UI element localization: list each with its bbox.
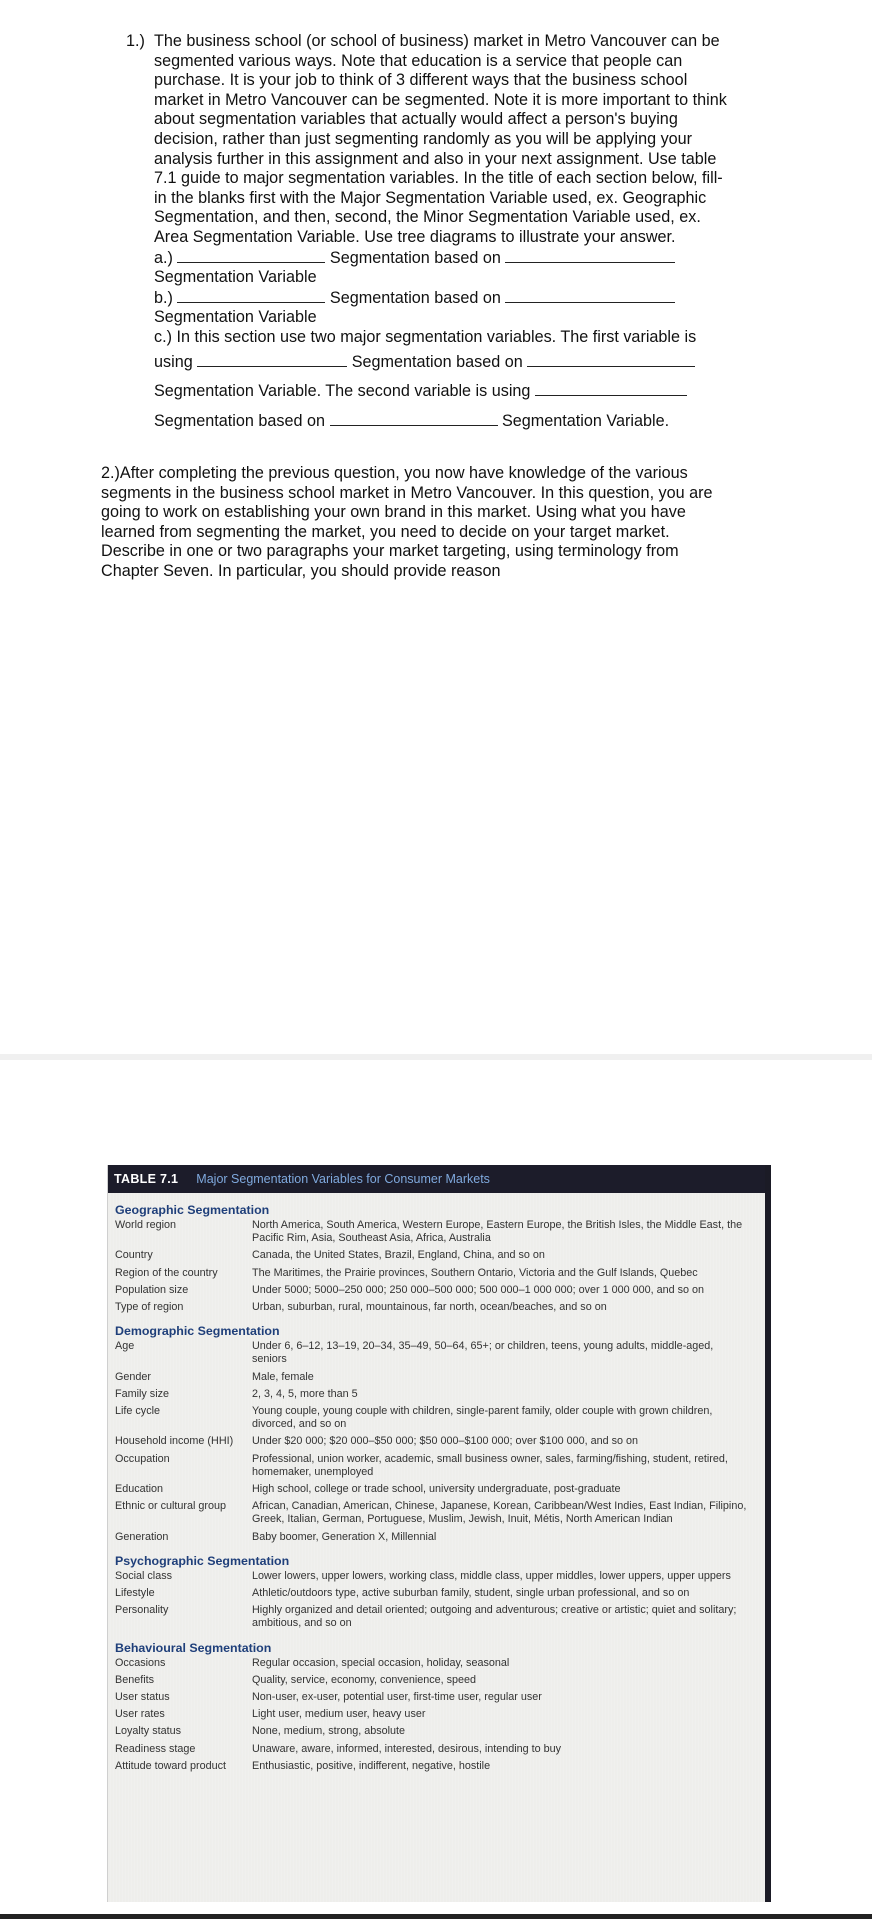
row-variable: Occasions — [115, 1656, 166, 1669]
question-1 — [126, 32, 766, 436]
q1-line: Area Segmentation Variable. Use tree diagrams to illustrate your answer. — [154, 227, 676, 246]
row-variable: Type of region — [115, 1301, 184, 1314]
table-row — [115, 1483, 765, 1496]
q2-line: learned from segmenting the market, you need to decide on your target market. — [101, 522, 670, 541]
row-variable: Generation — [115, 1530, 169, 1543]
table-row — [115, 1760, 765, 1773]
row-variable: Lifestyle — [115, 1587, 155, 1600]
part-a-major-blank[interactable] — [177, 248, 325, 263]
row-variable: Population size — [115, 1283, 189, 1296]
row-variable: Ethnic or cultural group — [115, 1500, 227, 1513]
table-row — [115, 1267, 765, 1280]
row-values: Lower lowers, upper lowers, working class, middle class, upper middles, lower uppers, upper uppers — [252, 1569, 731, 1582]
row-values: The Maritimes, the Prairie provinces, Southern Ontario, Victoria and the Gulf Islands, Quebec — [252, 1266, 698, 1279]
table-row — [115, 1725, 765, 1738]
part-a-minor-blank[interactable] — [505, 248, 675, 263]
q1-line: decision, rather than just segmenting randomly as you will be applying your — [154, 129, 693, 148]
part-c-line-2 — [154, 377, 766, 407]
part-b-minor-blank[interactable] — [505, 288, 675, 303]
section-title: Geographic Segmentation — [115, 1203, 270, 1217]
row-values: None, medium, strong, absolute — [252, 1725, 406, 1738]
part-b-based-on: Segmentation based on — [329, 288, 501, 307]
part-b-major-blank[interactable] — [177, 288, 325, 303]
table-section — [115, 1641, 765, 1773]
bottom-edge — [0, 1914, 872, 1919]
row-values: Under $20 000; $20 000–$50 000; $50 000–$100 000; over $100 000, and so on — [252, 1435, 639, 1448]
row-values: Enthusiastic, positive, indifferent, negative, hostile — [252, 1759, 491, 1772]
part-c-seg-variable: Segmentation Variable. — [502, 411, 670, 430]
row-variable: World region — [115, 1219, 177, 1231]
row-values: Baby boomer, Generation X, Millennial — [252, 1530, 437, 1543]
table-row — [115, 1435, 765, 1448]
q2-line: Describe in one or two paragraphs your market targeting, using terminology from — [101, 542, 679, 561]
question-2 — [101, 464, 771, 582]
row-variable: Loyalty status — [115, 1725, 182, 1738]
table-row — [115, 1249, 765, 1262]
part-b-label: b.) — [154, 288, 173, 307]
row-variable: Personality — [115, 1604, 169, 1617]
part-a-line — [154, 248, 766, 269]
q1-line: about segmentation variables that actually would affect a person's buying — [154, 110, 678, 129]
part-c-line-1 — [154, 348, 766, 378]
part-a-based-on: Segmentation based on — [329, 248, 501, 267]
table-row — [115, 1604, 765, 1630]
q2-line: 2.)After completing the previous question, you now have knowledge of the various — [101, 464, 688, 482]
part-c-intro: c.) In this section use two major segmentation variables. The first variable is — [154, 327, 697, 346]
q1-line: The business school (or school of business) market in Metro Vancouver can be — [154, 32, 720, 50]
table-row — [115, 1708, 765, 1721]
table-row — [115, 1674, 765, 1687]
row-variable: Occupation — [115, 1452, 170, 1465]
row-values: Male, female — [252, 1370, 314, 1383]
table-section — [115, 1324, 765, 1544]
q1-line: in the blanks first with the Major Segmentation Variable used, ex. Geographic — [154, 188, 707, 207]
part-b-line — [154, 288, 766, 309]
table-header — [108, 1165, 765, 1193]
table-row — [115, 1371, 765, 1384]
question-1-body — [154, 32, 766, 436]
table-section — [115, 1554, 765, 1631]
row-variable: Life cycle — [115, 1405, 161, 1418]
table-row — [115, 1284, 765, 1297]
row-values: Highly organized and detail oriented; outgoing and adventurous; creative or artistic; quiet and solitary; ambitious, and so on — [252, 1604, 737, 1630]
row-values: Under 5000; 5000–250 000; 250 000–500 000; 500 000–1 000 000; over 1 000 000, and so on — [252, 1283, 705, 1296]
part-c-based-on-2: Segmentation based on — [154, 411, 325, 430]
table-row — [115, 1340, 765, 1366]
row-variable: Gender — [115, 1370, 152, 1383]
row-values: Under 6, 6–12, 13–19, 20–34, 35–49, 50–64, 65+; or children, teens, young adults, middle-aged, seniors — [252, 1340, 714, 1366]
row-values: Canada, the United States, Brazil, England, China, and so on — [252, 1249, 545, 1262]
part-c-line-3 — [154, 407, 766, 437]
row-values: Athletic/outdoors type, active suburban family, student, single urban professional, and so on — [252, 1587, 690, 1600]
row-values: Unaware, aware, informed, interested, desirous, intending to buy — [252, 1742, 562, 1755]
q2-line: Chapter Seven. In particular, you should provide reason — [101, 561, 501, 580]
row-values: Light user, medium user, heavy user — [252, 1708, 426, 1721]
row-variable: Age — [115, 1340, 135, 1353]
table-title: Major Segmentation Variables for Consumer Markets — [196, 1172, 490, 1186]
row-variable: Household income (HHI) — [115, 1435, 234, 1448]
row-values: 2, 3, 4, 5, more than 5 — [252, 1387, 358, 1400]
row-values: High school, college or trade school, university undergraduate, post-graduate — [252, 1483, 621, 1496]
row-values: Professional, union worker, academic, small business owner, sales, farming/fishing, student, retired, homemaker, unemployed — [252, 1452, 728, 1478]
q1-line: Segmentation, and then, second, the Minor Segmentation Variable used, ex. — [154, 208, 701, 227]
segmentation-table — [107, 1165, 771, 1902]
part-a-seg-variable: Segmentation Variable — [154, 268, 317, 287]
q2-line: segments in the business school market in Metro Vancouver. In this question, you are — [101, 483, 713, 502]
q1-line: analysis further in this assignment and also in your next assignment. Use table — [154, 149, 717, 168]
q1-line: purchase. It is your job to think of 3 different ways that the business school — [154, 71, 688, 90]
table-row — [115, 1657, 765, 1670]
table-row — [115, 1500, 765, 1526]
table-body — [108, 1203, 765, 1773]
q2-line: going to work on establishing your own brand in this market. Using what you have — [101, 503, 686, 522]
section-title: Behavioural Segmentation — [115, 1640, 272, 1655]
row-values: African, Canadian, American, Chinese, Japanese, Korean, Caribbean/West Indies, East Indian, Filipino, Greek, Italian, German, Portuguese, Muslim, Jewish, Inuit, Métis, North American Indian — [252, 1500, 747, 1526]
table-row — [115, 1405, 765, 1431]
q1-line: 7.1 guide to major segmentation variables. In the title of each section below, fill- — [154, 169, 723, 188]
table-label: TABLE 7.1 — [114, 1172, 179, 1186]
part-c-based-on-1: Segmentation based on — [351, 352, 523, 371]
q1-line: market in Metro Vancouver can be segmented. Note it is more important to think — [154, 90, 727, 109]
section-title: Psychographic Segmentation — [115, 1553, 290, 1568]
table-row — [115, 1219, 765, 1245]
row-values: North America, South America, Western Europe, Eastern Europe, the British Isles, the Middle East, the Pacific Rim, Asia, Southeast Asia, Africa, Australia — [252, 1219, 743, 1245]
part-c-second-text: Segmentation Variable. The second variable is using — [154, 382, 531, 400]
row-variable: Education — [115, 1483, 164, 1496]
row-variable: Region of the country — [115, 1266, 218, 1279]
table-row — [115, 1570, 765, 1583]
part-c-first-minor-blank[interactable] — [527, 352, 695, 367]
q1-line: segmented various ways. Note that education is a service that people can — [154, 51, 683, 70]
table-row — [115, 1531, 765, 1544]
row-variable: Social class — [115, 1569, 173, 1582]
section-title: Demographic Segmentation — [115, 1324, 280, 1339]
table-row — [115, 1453, 765, 1479]
part-b-seg-variable: Segmentation Variable — [154, 308, 317, 327]
part-c-using: using — [154, 352, 193, 371]
table-row — [115, 1743, 765, 1756]
part-c-first-major-blank[interactable] — [197, 352, 347, 367]
question-1-number: 1.) — [126, 32, 145, 50]
table-row — [115, 1587, 765, 1600]
part-c-second-minor-blank[interactable] — [330, 411, 498, 426]
row-variable: Readiness stage — [115, 1742, 196, 1755]
row-variable: User status — [115, 1691, 170, 1704]
row-values: Regular occasion, special occasion, holiday, seasonal — [252, 1656, 510, 1669]
row-values: Quality, service, economy, convenience, speed — [252, 1673, 477, 1686]
table-row — [115, 1691, 765, 1704]
row-variable: Country — [115, 1249, 153, 1262]
table-row — [115, 1301, 765, 1314]
row-variable: Attitude toward product — [115, 1759, 227, 1772]
row-variable: Family size — [115, 1387, 169, 1400]
part-c-second-major-blank[interactable] — [535, 381, 687, 396]
table-section — [115, 1203, 765, 1314]
row-values: Urban, suburban, rural, mountainous, far north, ocean/beaches, and so on — [252, 1301, 607, 1314]
row-values: Non-user, ex-user, potential user, first-time user, regular user — [252, 1691, 542, 1704]
row-variable: Benefits — [115, 1673, 155, 1686]
row-variable: User rates — [115, 1708, 165, 1721]
table-row — [115, 1388, 765, 1401]
part-a-label: a.) — [154, 248, 173, 267]
row-values: Young couple, young couple with children, single-parent family, older couple with grown children, divorced, and so on — [252, 1405, 713, 1431]
